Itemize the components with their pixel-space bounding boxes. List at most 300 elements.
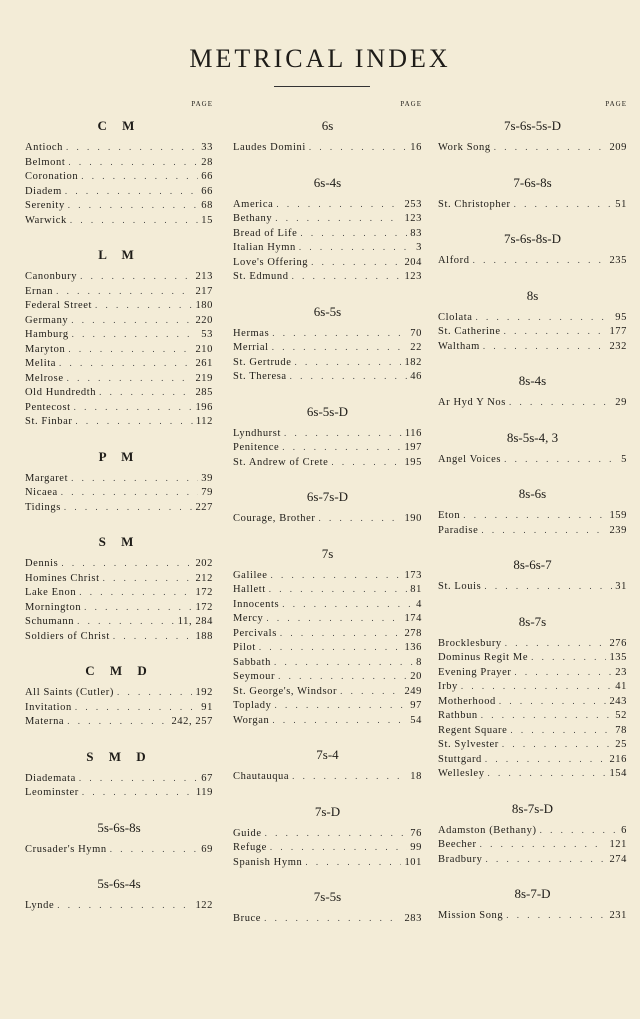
page-number: 180 [195,300,213,311]
dot-leader [71,473,198,483]
page-number: 8 [416,656,422,668]
index-entry [25,387,213,402]
dot-leader [272,342,408,352]
index-entry [233,771,422,786]
index-entry [233,371,422,386]
meter-heading: 7s-4 [316,747,339,762]
index-entry [438,710,627,725]
index-entry [25,358,213,373]
index-entry [25,773,213,788]
tune-name: Mercy [233,613,264,624]
page-number: 177 [609,326,627,337]
meter-section [25,449,213,517]
page-number: 253 [404,198,422,210]
page-number: 217 [195,285,213,297]
meter-section [233,489,422,528]
page-number: 66 [201,171,213,182]
title-rule [274,86,370,87]
dot-leader [72,329,199,339]
meter-section [438,801,627,869]
meter-heading: 7s-D [314,803,341,819]
tune-name: Nicaea [25,487,58,498]
page-number: 212 [195,572,213,584]
dot-leader [340,686,401,696]
index-entry [25,473,213,488]
dot-leader [95,300,192,310]
index-entry [438,696,627,711]
index-entry [25,787,213,802]
page-number: 239 [609,524,627,536]
meter-section [438,486,627,539]
tune-name: St. Finbar [25,416,73,427]
tune-name: Rathbun [438,710,478,721]
dot-leader [305,857,401,867]
dot-leader [292,771,407,781]
tune-name: Italian Hymn [233,242,296,253]
page-number: 278 [404,627,422,639]
dot-leader [278,671,407,681]
dot-leader [64,502,193,512]
index-entry [25,844,213,859]
meter-section [25,247,213,431]
page-number: 52 [615,710,627,721]
dot-leader [494,142,607,152]
dot-leader [99,387,192,397]
dot-leader [309,142,407,152]
page-number: 53 [201,329,213,340]
index-entry [438,142,627,157]
index-entry [233,428,422,443]
page-number: 20 [410,671,422,682]
page-column-label: PAGE [605,100,627,108]
tune-name: Motherhood [438,695,496,707]
tune-name: Worgan [233,714,270,726]
page-number: 76 [410,827,422,839]
page-number: 95 [615,311,627,323]
meter-section [233,404,422,472]
page-number: 209 [609,142,627,153]
dot-leader [266,613,401,623]
meter-section [233,889,422,928]
index-entry [233,442,422,457]
dot-leader [481,710,613,720]
page-number: 283 [404,913,422,924]
meter-section [25,749,213,802]
page-number: 5 [621,453,627,465]
index-entry [233,599,422,614]
tune-name: Sabbath [233,656,272,668]
dot-leader [272,715,407,725]
page-number: 6 [621,824,627,836]
dot-leader [259,642,402,652]
page-column-label: PAGE [191,100,213,108]
index-entry [233,342,422,357]
page-number: 68 [201,200,213,211]
page-number: 79 [201,487,213,498]
dot-leader [59,358,192,368]
page-number: 70 [410,327,422,339]
index-entry [233,199,422,214]
index-entry [25,271,213,286]
dot-leader [282,442,401,452]
page-number: 154 [609,768,627,779]
meter-section [438,118,627,157]
meter-heading: 7s [321,545,334,561]
tune-name: Spanish Hymn [233,856,303,868]
tune-name: Belmont [25,156,66,168]
index-entry [438,825,627,840]
index-entry [438,341,627,356]
dot-leader [71,315,192,325]
tune-name: Toplady [233,700,272,711]
dot-leader [290,371,408,381]
meter-heading: 7s-6s-8s-D [503,231,562,246]
dot-leader [480,839,607,849]
meter-heading: 6s-7s-D [306,489,349,504]
dot-leader [504,454,618,464]
page-number: 235 [609,255,627,266]
page-number: 25 [615,739,627,750]
tune-name: Dominus Regit Me [438,652,529,663]
dot-leader [300,228,407,238]
tune-name: Hamburg [25,329,69,340]
tune-name: America [233,198,274,210]
tune-name: Lyndhurst [233,427,281,439]
index-entry [233,657,422,672]
index-entry [25,502,213,517]
index-entry [233,613,422,628]
index-entry [25,329,213,344]
index-entry [25,602,213,617]
index-entry [25,300,213,315]
tune-name: Crusader's Hymn [25,843,107,855]
tune-name: Paradise [438,524,479,536]
index-column-3 [438,100,627,943]
dot-leader [61,487,199,497]
page-number: 46 [410,371,422,382]
meter-heading: 8s-4s [518,373,547,388]
meter-section [25,663,213,731]
page-number: 81 [410,584,422,595]
index-entry [438,397,627,412]
dot-leader [275,213,401,223]
tune-name: Bethany [233,213,273,224]
page-number: 119 [195,787,213,798]
meter-section [25,876,213,915]
tune-name: Innocents [233,598,280,610]
index-entry [25,344,213,359]
dot-leader [264,913,401,923]
page-number: 195 [404,456,422,468]
index-column-1 [25,100,213,933]
index-entry [438,754,627,769]
page-number: 231 [609,910,627,921]
tune-name: Guide [233,827,262,839]
index-entry [25,573,213,588]
page-number: 197 [404,442,422,453]
tune-name: Hermas [233,327,270,339]
tune-name: Diadem [25,185,62,197]
page-number: 219 [195,372,213,384]
index-entry [25,900,213,915]
tune-name: All Saints (Cutler) [25,687,114,698]
tune-name: Clolata [438,311,473,323]
tune-name: Materna [25,716,65,727]
page-number: 101 [404,856,422,868]
index-entry [233,142,422,157]
dot-leader [280,628,402,638]
page-number: 29 [615,397,627,408]
dot-leader [481,525,606,535]
tune-name: Ernan [25,285,54,297]
dot-leader [484,581,612,591]
tune-name: Old Hundredth [25,387,97,398]
tune-name: St. Louis [438,581,482,592]
index-entry [25,402,213,417]
dot-leader [483,341,607,351]
index-entry [233,328,422,343]
page-number: 41 [615,681,627,692]
index-entry [25,616,213,631]
index-entry [25,716,213,731]
dot-leader [476,312,613,322]
index-entry [438,312,627,327]
tune-name: Tidings [25,501,61,513]
dot-leader [67,716,168,726]
tune-name: Chautauqua [233,771,290,782]
page-number: 31 [615,581,627,592]
dot-leader [79,587,192,597]
page-number: 22 [410,342,422,353]
index-entry [438,910,627,925]
index-entry [233,271,422,286]
tune-name: Maryton [25,343,66,355]
index-entry [438,638,627,653]
tune-name: Love's Offering [233,256,309,268]
tune-name: St. George's, Windsor [233,685,338,697]
dot-leader [531,652,606,662]
index-entry [438,525,627,540]
tune-name: Federal Street [25,300,93,311]
page-number: 190 [404,513,422,524]
index-entry [438,839,627,854]
page-number: 67 [201,772,213,784]
page-number: 172 [195,601,213,613]
tune-name: St. Edmund [233,271,289,282]
page-number: 242, 257 [171,716,213,727]
page-number: 227 [195,501,213,513]
tune-name: Brocklesbury [438,637,502,649]
dot-leader [75,416,192,426]
tune-name: Ar Hyd Y Nos [438,397,506,408]
dot-leader [509,397,612,407]
index-column-2 [233,100,422,946]
meter-section [25,820,213,859]
page-number: 69 [201,843,213,855]
index-entry [233,686,422,701]
page-number: 83 [410,227,422,239]
page-number: 97 [410,700,422,711]
dot-leader [485,854,606,864]
page-number: 174 [404,613,422,624]
meter-section [233,118,422,157]
meter-heading: 7-6s-8s [513,174,552,190]
index-entry [233,357,422,372]
meter-heading: 8s-7-D [514,886,551,901]
dot-leader [504,326,607,336]
dot-leader [113,631,193,641]
tune-name: Germany [25,314,69,326]
tune-name: Mornington [25,601,82,613]
tune-name: Lake Enon [25,587,77,598]
page-number: 243 [609,695,627,707]
dot-leader [284,428,402,438]
dot-leader [81,171,198,181]
index-entry [233,213,422,228]
tune-name: St. Christopher [438,198,511,210]
tune-name: Seymour [233,671,276,682]
index-entry [233,570,422,585]
page-column-label: PAGE [400,100,422,108]
meter-section [438,430,627,469]
dot-leader [79,773,198,783]
page-number: 261 [195,358,213,369]
index-entry [25,416,213,431]
tune-name: St. Gertrude [233,356,292,368]
index-entry [438,326,627,341]
page-number: 285 [195,387,213,398]
dot-leader [499,696,607,706]
index-entry [233,700,422,715]
index-entry [438,454,627,469]
tune-name: Diademata [25,772,76,784]
page-number: 39 [201,472,213,484]
page-number: 18 [410,771,422,782]
tune-name: Soldiers of Christ [25,630,110,642]
meter-section [438,175,627,214]
page-number: 204 [404,256,422,268]
page-number: 16 [410,142,422,153]
index-entry [438,854,627,869]
tune-name: Irby [438,681,458,692]
page-number: 216 [609,753,627,765]
page-number: 4 [416,598,422,610]
meter-heading: 8s-6s [518,486,547,501]
meter-heading: S M [98,534,140,549]
meter-heading: 8s [526,287,539,303]
meter-heading: 6s-5s-D [306,403,349,419]
page-number: 51 [615,198,627,210]
meter-section [438,557,627,596]
meter-section [233,747,422,786]
index-entry [233,671,422,686]
index-entry [233,642,422,657]
meter-heading: 8s-5s-4, 3 [506,429,559,445]
meter-section [438,886,627,925]
index-entry [233,842,422,857]
index-entry [233,257,422,272]
page-number: 121 [609,839,627,850]
dot-leader [514,667,612,677]
tune-name: Pentecost [25,401,71,413]
tune-name: Coronation [25,171,79,182]
page-number: 123 [404,271,422,282]
dot-leader [84,602,192,612]
dot-leader [269,584,408,594]
tune-name: Antioch [25,142,64,153]
dot-leader [103,573,193,583]
tune-name: Bruce [233,913,262,924]
tune-name: Margaret [25,472,69,484]
meter-heading: C M D [85,663,153,678]
page-number: 172 [195,587,213,598]
index-entry [233,828,422,843]
index-entry [25,215,213,230]
tune-name: Homines Christ [25,572,100,584]
meter-section [233,175,422,286]
page-number: 196 [195,401,213,413]
dot-leader [80,271,192,281]
page-number: 135 [609,652,627,663]
tune-name: Beecher [438,839,477,850]
index-entry [233,513,422,528]
page-number: 220 [195,314,213,326]
tune-name: Mission Song [438,910,504,921]
dot-leader [70,215,198,225]
tune-name: Galilee [233,569,268,581]
meter-heading: 8s-7s-D [511,800,554,816]
meter-section [25,118,213,229]
meter-heading: L M [98,247,140,262]
index-entry [233,228,422,243]
dot-leader [274,700,407,710]
page-number: 122 [195,900,213,911]
meter-section [233,304,422,386]
dot-leader [488,768,607,778]
dot-leader [505,638,607,648]
dot-leader [68,200,199,210]
index-entry [438,652,627,667]
index-entry [25,702,213,717]
tune-name: Angel Voices [438,453,502,465]
dot-leader [117,687,192,697]
dot-leader [514,199,613,209]
dot-leader [282,599,413,609]
dot-leader [74,402,193,412]
page-number: 210 [195,343,213,355]
page-number: 202 [195,558,213,569]
index-entry [438,255,627,270]
meter-heading: 8s-7s [518,613,547,629]
meter-section [438,231,627,270]
tune-name: St. Catherine [438,326,501,337]
tune-name: Adamston (Bethany) [438,824,537,836]
index-entry [438,739,627,754]
index-entry [438,725,627,740]
dot-leader [271,570,402,580]
tune-name: Eton [438,510,461,521]
tune-name: Lynde [25,900,55,911]
dot-leader [61,558,192,568]
dot-leader [311,257,401,267]
page-number: 3 [416,242,422,253]
page-number: 276 [609,637,627,649]
dot-leader [56,286,192,296]
index-entry [25,157,213,172]
tune-name: Courage, Brother [233,513,316,524]
meter-heading: S M D [86,748,152,764]
tune-name: St. Sylvester [438,739,499,750]
